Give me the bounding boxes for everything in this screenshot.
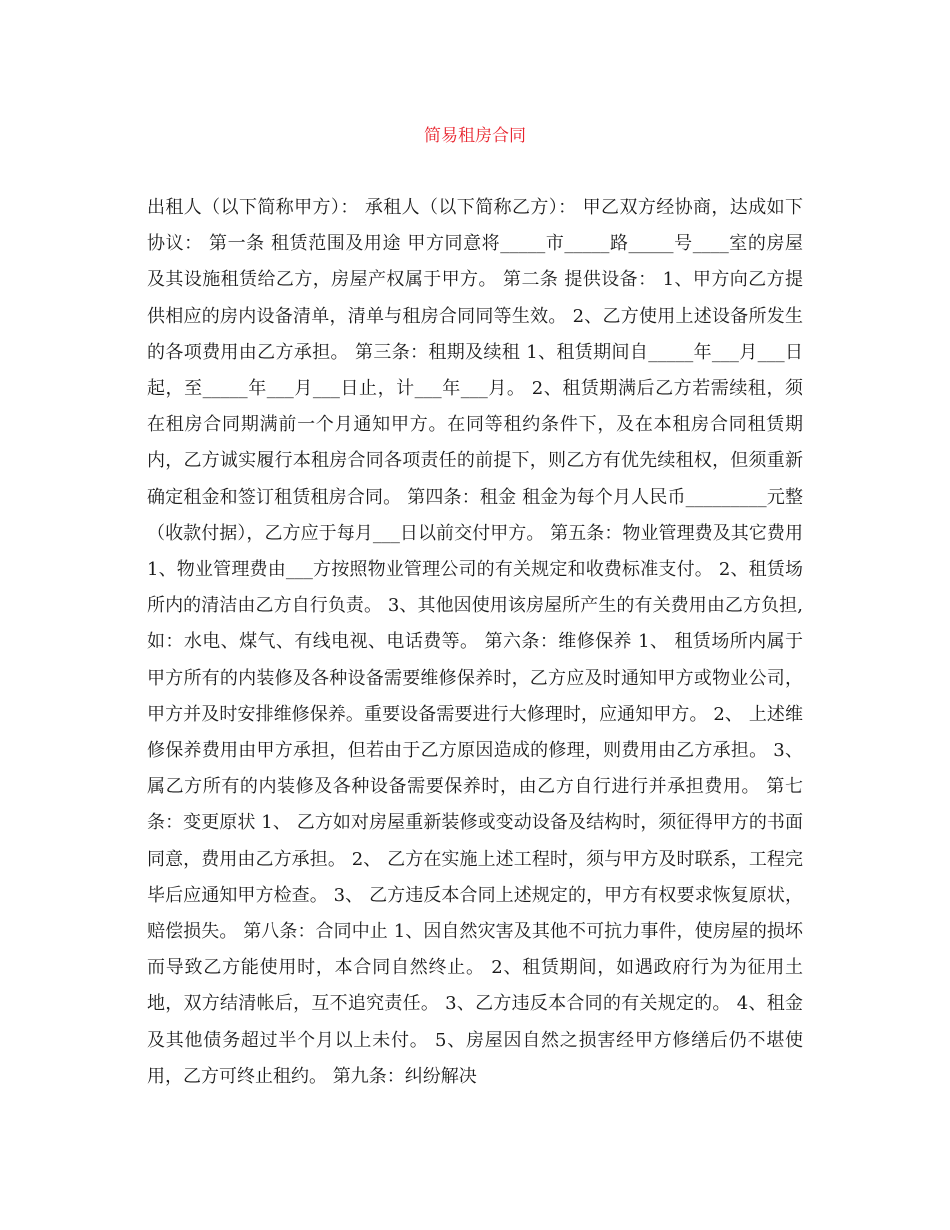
document-title: 简易租房合同 [424,126,526,146]
document-body-text: 出租人（以下简称甲方）： 承租人（以下简称乙方）： 甲乙双方经协商，达成如下协议： 第一条 租赁范围及用途 甲方同意将_____市_____路_____号____室的房屋及其设施租赁给乙方，房屋产权属于甲方。 第二条 提供设备： 1、甲方向乙方提供相应的房内设备清单，清单与租房合同同等生效。 2、乙方使用上述设备所发生的各项费用由乙方承担。 第三条：租期及续租 1、租赁期间自_____年___月___日起，至_____年___月___日止，计___年___月。 2、租赁期满后乙方若需续租，须在租房合同期满前一个月通知甲方。在同等租约条件下，及在本租房合同租赁期内，乙方诚实履行本租房合同各项责任的前提下，则乙方有优先续租权，但须重新确定租金和签订租赁租房合同。 第四条：租金 租金为每个月人民币_________元整（收款付据），乙方应于每月___日以前交付甲方。 第五条：物业管理费及其它费用 1、物业管理费由___方按照物业管理公司的有关规定和收费标准支付。 2、租赁场所内的清洁由乙方自行负责。 3、其他因使用该房屋所产生的有关费用由乙方负担,如：水电、煤气、有线电视、电话费等。 第六条：维修保养 1、 租赁场所内属于甲方所有的内装修及各种设备需要维修保养时，乙方应及时通知甲方或物业公司，甲方并及时安排维修保养。重要设备需要进行大修理时，应通知甲方。 2、 上述维修保养费用由甲方承担，但若由于乙方原因造成的修理，则费用由乙方承担。 3、 属乙方所有的内装修及各种设备需要保养时，由乙方自行进行并承担费用。 第七条：变更原状 1、 乙方如对房屋重新装修或变动设备及结构时，须征得甲方的书面同意，费用由乙方承担。 2、 乙方在实施上述工程时，须与甲方及时联系，工程完毕后应通知甲方检查。 3、 乙方违反本合同上述规定的，甲方有权要求恢复原状，赔偿损失。 第八条：合同中止 1、因自然灾害及其他不可抗力事件，使房屋的损坏而导致乙方能使用时，本合同自然终止。 2、租赁期间，如遇政府行为为征用土地，双方结清帐后，互不追究责任。 3、乙方违反本合同的有关规定的。 4、租金及其他债务超过半个月以上未付。 5、房屋因自然之损害经甲方修缮后仍不堪使用，乙方可终止租约。 第九条：纠纷解决 [147,197,803,1087]
